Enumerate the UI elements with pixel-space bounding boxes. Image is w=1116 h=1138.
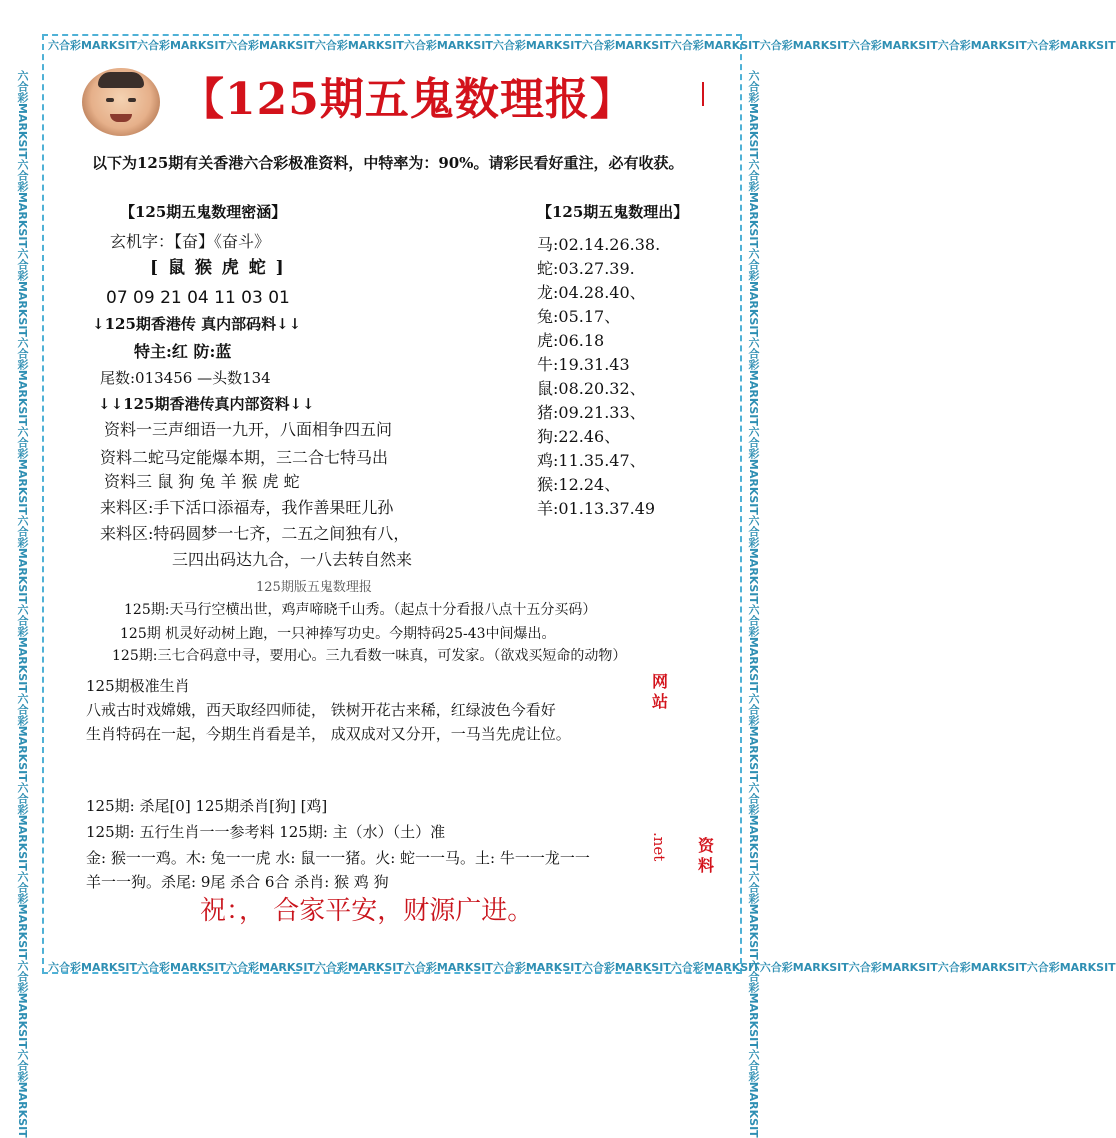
frame-band-right: 六合彩MARKSIT六合彩MARKSIT六合彩MARKSIT六合彩MARKSIT六合彩MARKSIT六合彩MARKSIT六合彩MARKSIT六合彩MARKSIT六合彩MARKSIT六合彩MARKSIT六合彩MARKSIT六合彩MARKSIT (747, 70, 760, 1138)
inside-code-heading: ↓125期香港传 真内部码料↓↓ (92, 315, 302, 333)
five-elements-heading: 125期: 五行生肖一一参考料 125期: 主（水）（土）准 (86, 823, 446, 841)
zodiac-item: 鼠:08.20.32、 (537, 379, 646, 398)
tail-line: 尾数:013456 —头数134 (100, 369, 271, 387)
inside-data-heading: ↓↓125期香港传真内部资料↓↓ (98, 395, 315, 413)
zodiac-item: 牛:19.31.43 (537, 355, 630, 374)
intro-text: 以下为125期有关香港六合彩极准资料，中特率为：90%。请彩民看好重注，必有收获。 (92, 154, 684, 172)
zodiac-item: 猪:09.21.33、 (537, 403, 646, 422)
riddle-line: 玄机字：【奋】《奋斗》 (110, 232, 271, 251)
kill-summary-line: 羊一一狗。杀尾: 9尾 杀合 6合 杀肖: 猴 鸡 狗 (86, 873, 389, 891)
avatar-mouth (110, 114, 132, 122)
poem-heading: 125期极准生肖 (86, 677, 190, 695)
zodiac-item: 狗:22.46、 (537, 427, 621, 446)
stamp-data: 资料 (698, 836, 715, 875)
data-line-1: 资料一三声细语一九开，八面相争四五问 (104, 420, 393, 439)
source-line-2: 来料区:特码圆梦一七齐，二五之间独有八， (100, 524, 410, 543)
avatar-hair (98, 72, 144, 88)
source-line-1: 来料区:手下活口添福寿，我作善果旺儿孙 (100, 498, 394, 517)
right-section-title: 【125期五鬼数理出】 (537, 203, 689, 221)
avatar (82, 68, 160, 136)
source-line-3: 三四出码达九合，一八去转自然来 (172, 550, 413, 569)
page-title: 【125期五鬼数理报】 (180, 74, 635, 125)
zodiac-item: 鸡:11.35.47、 (537, 451, 646, 470)
zodiac-item: 龙:04.28.40、 (537, 283, 646, 302)
data-line-3: 资料三 鼠 狗 兔 羊 猴 虎 蛇 (104, 472, 300, 491)
zodiac-item: 羊:01.13.37.49 (537, 499, 656, 518)
zodiac-item: 马:02.14.26.38. (537, 235, 661, 254)
animals-line: [ 鼠 猴 虎 蛇 ] (150, 258, 286, 278)
blessing-line: 祝：， 合家平安，财源广进。 (200, 896, 534, 926)
zodiac-item: 蛇:03.27.39. (537, 259, 635, 278)
decor-mark (702, 82, 704, 106)
zodiac-item: 猴:12.24、 (537, 475, 621, 494)
mid-line-2: 125期 机灵好动树上跑，一只神捧写功史。今期特码25-43中间爆出。 (120, 626, 556, 642)
frame-band-top: 六合彩MARKSIT六合彩MARKSIT六合彩MARKSIT六合彩MARKSIT六合彩MARKSIT六合彩MARKSIT六合彩MARKSIT六合彩MARKSIT六合彩MARKSIT六合彩MARKSIT六合彩MARKSIT六合彩MARKSIT (48, 39, 1116, 52)
data-line-2: 资料二蛇马定能爆本期，三二合七特马出 (100, 448, 389, 467)
kill-line: 125期: 杀尾[0] 125期杀肖[狗] [鸡] (86, 797, 328, 815)
zodiac-item: 兔:05.17、 (537, 307, 621, 326)
avatar-eye-left (106, 98, 114, 102)
numbers-line: 07 09 21 04 11 03 01 (106, 288, 290, 308)
faded-caption: 125期版五鬼数理报 (256, 580, 372, 595)
frame-band-bottom: 六合彩MARKSIT六合彩MARKSIT六合彩MARKSIT六合彩MARKSIT六合彩MARKSIT六合彩MARKSIT六合彩MARKSIT六合彩MARKSIT六合彩MARKSIT六合彩MARKSIT六合彩MARKSIT六合彩MARKSIT (48, 961, 1116, 974)
stamp-net: .net (650, 832, 668, 862)
mid-line-3: 125期:三七合码意中寻，要用心。三九看数一味真，可发家。（欲戏买短命的动物） (112, 648, 627, 664)
poem-line-1: 八戒古时戏嫦娥，西天取经四师徒， 铁树开花古来稀，红绿波色今看好 (86, 701, 556, 719)
mid-line-1: 125期:天马行空横出世，鸡声啼晓千山秀。（起点十分看报八点十五分买码） (124, 602, 597, 618)
poem-line-2: 生肖特码在一起，今期生肖看是羊， 成双成对又分开，一马当先虎让位。 (86, 725, 571, 743)
avatar-eye-right (128, 98, 136, 102)
stamp-website: 网站 (652, 672, 669, 711)
special-main-line: 特主:红 防:蓝 (134, 342, 232, 361)
five-elements-line: 金: 猴一一鸡。木: 兔一一虎 水: 鼠一一猪。火: 蛇一一马。土: 牛一一龙一一 (86, 849, 590, 867)
zodiac-item: 虎:06.18 (537, 331, 605, 350)
frame-band-left: 六合彩MARKSIT六合彩MARKSIT六合彩MARKSIT六合彩MARKSIT六合彩MARKSIT六合彩MARKSIT六合彩MARKSIT六合彩MARKSIT六合彩MARKSIT六合彩MARKSIT六合彩MARKSIT六合彩MARKSIT (16, 70, 29, 1138)
left-section-title: 【125期五鬼数理密涵】 (120, 203, 287, 221)
